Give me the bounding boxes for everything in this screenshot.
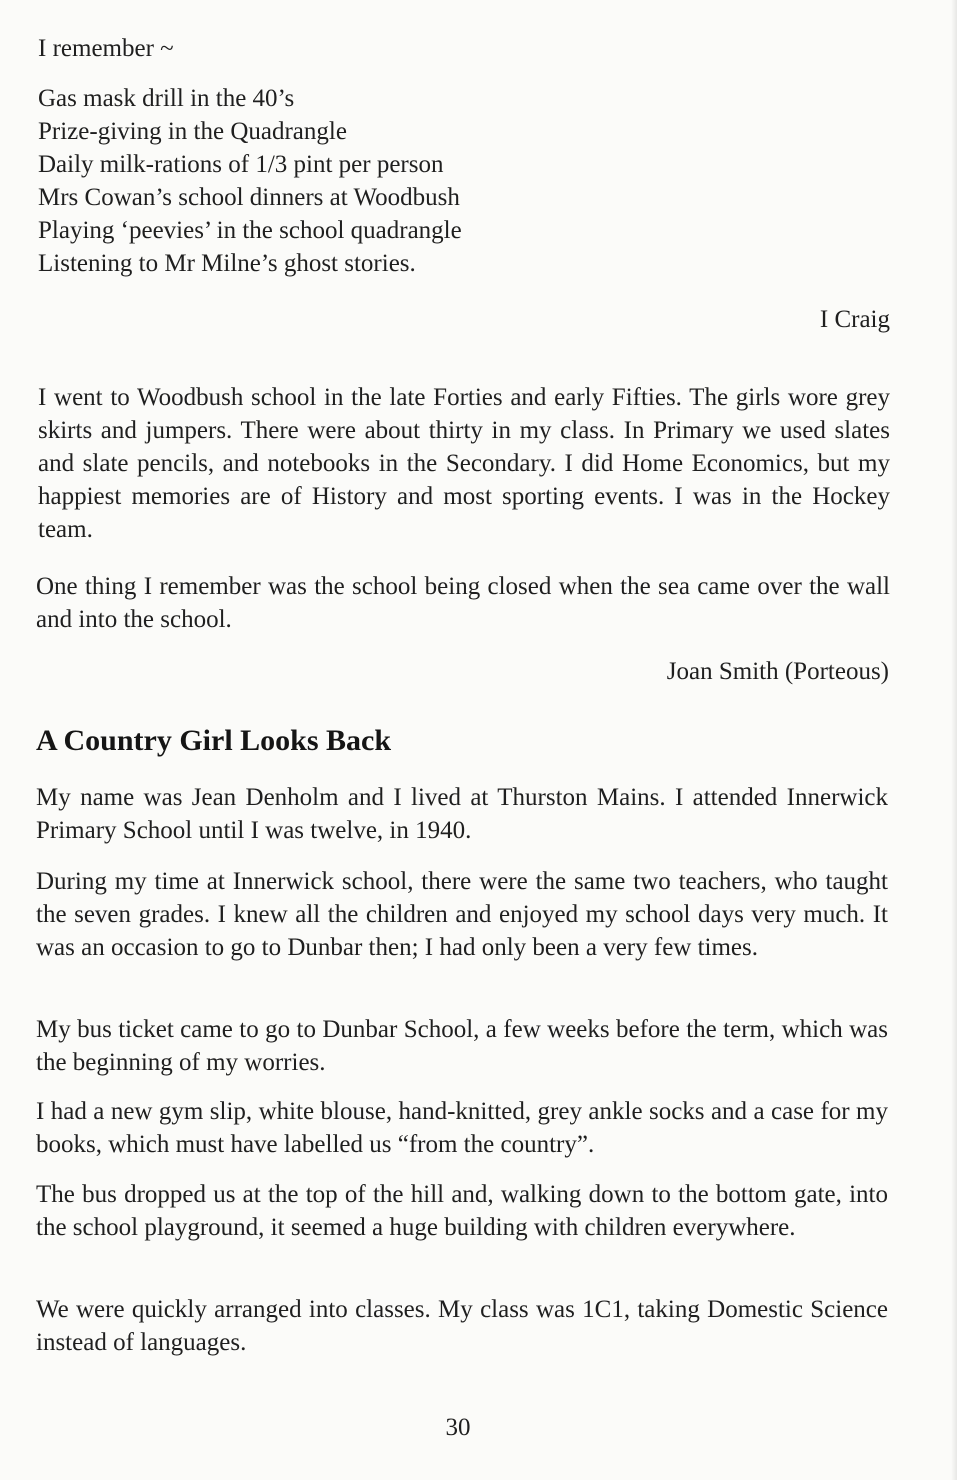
story-paragraph: My bus ticket came to go to Dunbar School, a few weeks before the term, which was the beginning of my worries. [36,1016,888,1076]
story-paragraph: We were quickly arranged into classes. My class was 1C1, taking Domestic Science instead of languages. [36,1296,888,1356]
memory-item: Gas mask drill in the 40’s [38,85,295,112]
memory-item: Prize-giving in the Quadrangle [38,118,347,145]
page-edge-shadow [951,0,957,1480]
memory-item: Daily milk-rations of 1/3 pint per person [38,151,444,178]
story-paragraph: I had a new gym slip, white blouse, hand-knitted, grey ankle socks and a case for my books, which must have labelled us “from the country”. [36,1098,888,1158]
memory-item: Listening to Mr Milne’s ghost stories. [38,250,416,277]
page-number: 30 [445,1414,471,1441]
story-paragraph: The bus dropped us at the top of the hill and, walking down to the bottom gate, into the school playground, it seemed a huge building with children everywhere. [36,1181,888,1241]
section-heading: A Country Girl Looks Back [36,724,392,757]
signature-i-craig: I Craig [819,306,890,333]
memory-item: Mrs Cowan’s school dinners at Woodbush [38,184,460,211]
story-paragraph: During my time at Innerwick school, there were the same two teachers, who taught the seven grades. I knew all the children and enjoyed my school days very much. It was an occasion to go to Dunbar then; I had only been a very few times. [36,868,888,961]
woodbush-paragraph: I went to Woodbush school in the late Forties and early Fifties. The girls wore grey skirts and jumpers. There were about thirty in my class. In Primary we used slates and slate pencils, and notebooks in the Secondary. I did Home Economics, but my happiest memories are of History and most sporting events. I was in the Hockey team. [38,384,890,543]
memory-item: Playing ‘peevies’ in the school quadrangle [38,217,462,244]
story-paragraph: My name was Jean Denholm and I lived at Thurston Mains. I attended Innerwick Primary School until I was twelve, in 1940. [36,784,888,844]
memories-list [38,82,892,280]
sea-wall-paragraph: One thing I remember was the school being closed when the sea came over the wall and into the school. [36,573,890,633]
signature-joan-smith: Joan Smith (Porteous) [666,658,889,685]
memories-intro: I remember ~ [38,35,174,62]
